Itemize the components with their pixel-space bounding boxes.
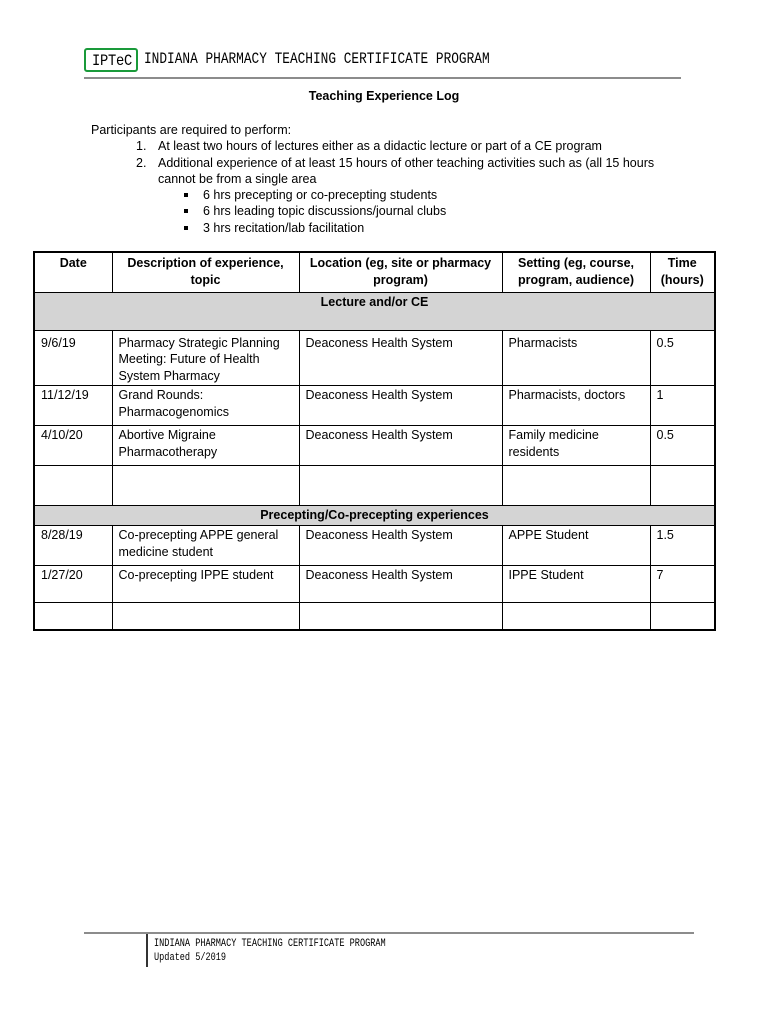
cell-setting: APPE Student — [502, 526, 650, 566]
table-row — [34, 426, 715, 466]
sub-requirement-item — [91, 220, 678, 236]
requirement-text: At least two hours of lectures either as a didactic lecture or part of a CE program — [158, 139, 602, 154]
empty-table-row — [34, 466, 715, 506]
instructions-intro: Participants are required to perform: — [91, 123, 292, 137]
footer-vertical-bar — [146, 934, 148, 967]
sub-requirements-list — [91, 187, 678, 236]
table-row — [34, 526, 715, 566]
table-row — [34, 386, 715, 426]
iptec-logo — [84, 48, 138, 72]
column-header-description: Description of experience, topic — [112, 252, 299, 292]
table-row — [34, 566, 715, 603]
cell-setting: Pharmacists, doctors — [502, 386, 650, 426]
sub-requirement-text: 3 hrs recitation/lab facilitation — [203, 220, 365, 235]
cell-time: 7 — [650, 566, 715, 603]
cell-date: 1/27/20 — [34, 566, 112, 603]
footer-updated: Updated 5/2019 — [154, 952, 227, 964]
sub-requirement-item — [91, 187, 678, 203]
cell-date: 11/12/19 — [34, 386, 112, 426]
cell-date: 8/28/19 — [34, 526, 112, 566]
cell-time: 1 — [650, 386, 715, 426]
cell-description: Pharmacy Strategic Planning Meeting: Future of Health System Pharmacy — [112, 330, 299, 386]
cell-location: Deaconess Health System — [299, 566, 502, 603]
column-header-setting: Setting (eg, course, program, audience) — [502, 252, 650, 292]
instructions — [91, 122, 678, 236]
footer-text — [154, 937, 386, 965]
square-bullet-icon — [184, 226, 188, 230]
cell-time: 0.5 — [650, 330, 715, 386]
cell-location: Deaconess Health System — [299, 526, 502, 566]
section-header-row — [34, 292, 715, 330]
footer-divider — [84, 932, 694, 934]
table-row — [34, 330, 715, 386]
cell-setting: IPPE Student — [502, 566, 650, 603]
cell-description: Co-precepting IPPE student — [112, 566, 299, 603]
header-divider — [84, 77, 681, 79]
cell-time: 0.5 — [650, 426, 715, 466]
requirement-text: Additional experience of at least 15 hours of other teaching activities such as (all 15 hours cannot be from a single area — [158, 155, 655, 186]
requirements-list — [91, 138, 678, 187]
cell-location: Deaconess Health System — [299, 330, 502, 386]
footer-program: INDIANA PHARMACY TEACHING CERTIFICATE PROGRAM — [154, 938, 386, 950]
cell-description: Co-precepting APPE general medicine student — [112, 526, 299, 566]
table-header-row — [34, 252, 715, 292]
sub-requirement-text: 6 hrs precepting or co-precepting students — [203, 188, 438, 203]
square-bullet-icon — [184, 209, 188, 213]
square-bullet-icon — [184, 193, 188, 197]
column-header-time: Time (hours) — [650, 252, 715, 292]
section-title: Lecture and/or CE — [34, 292, 715, 330]
section-header-row — [34, 506, 715, 526]
cell-date: 9/6/19 — [34, 330, 112, 386]
requirement-item — [91, 138, 678, 154]
teaching-log-table — [33, 251, 716, 631]
cell-time: 1.5 — [650, 526, 715, 566]
requirement-number: 2. — [136, 155, 147, 170]
cell-location: Deaconess Health System — [299, 386, 502, 426]
program-title: INDIANA PHARMACY TEACHING CERTIFICATE PROGRAM — [144, 50, 490, 68]
empty-table-row — [34, 603, 715, 630]
column-header-date: Date — [34, 252, 112, 292]
requirement-item — [91, 155, 678, 188]
cell-location: Deaconess Health System — [299, 426, 502, 466]
document-title: Teaching Experience Log — [308, 89, 460, 103]
cell-setting: Family medicine residents — [502, 426, 650, 466]
cell-description: Grand Rounds: Pharmacogenomics — [112, 386, 299, 426]
column-header-location: Location (eg, site or pharmacy program) — [299, 252, 502, 292]
cell-description: Abortive Migraine Pharmacotherapy — [112, 426, 299, 466]
requirement-number: 1. — [136, 139, 147, 154]
cell-date: 4/10/20 — [34, 426, 112, 466]
sub-requirement-item — [91, 203, 678, 219]
cell-setting: Pharmacists — [502, 330, 650, 386]
sub-requirement-text: 6 hrs leading topic discussions/journal clubs — [203, 204, 447, 219]
logo-text: IPTeC — [92, 52, 133, 70]
section-title: Precepting/Co-precepting experiences — [34, 506, 715, 526]
